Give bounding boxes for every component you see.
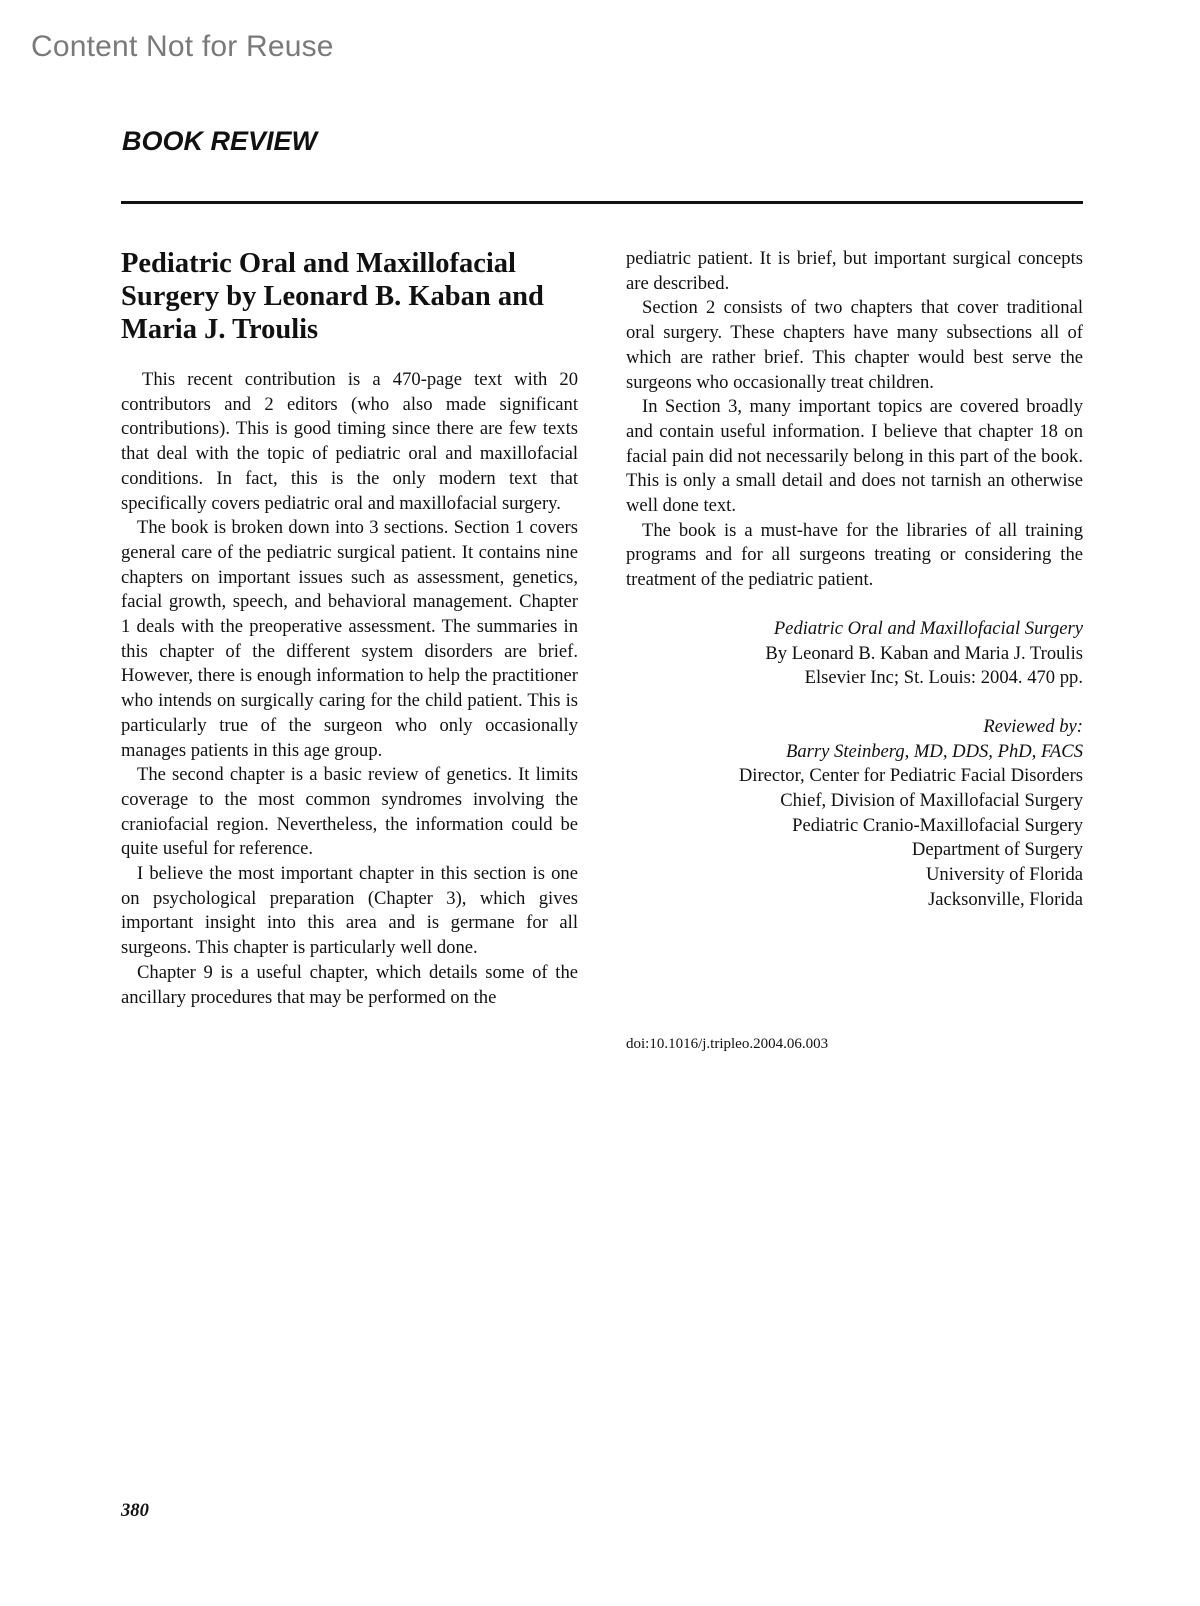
body-paragraph: This recent contribution is a 470-page text with 20 contributors and 2 editors (who also made significant contributions). This is good timing since there are few texts that deal with the topic of pediatric oral and maxillofacial conditions. In fact, this is the only modern text that specifically covers pediatric oral and maxillofacial surgery. [121, 369, 578, 514]
watermark: Content Not for Reuse [31, 30, 334, 63]
reviewer-block [626, 715, 1083, 913]
header-rule [121, 201, 1083, 204]
body-paragraph: Chapter 9 is a useful chapter, which details some of the ancillary procedures that may be performed on the [121, 961, 578, 1008]
section-label: BOOK REVIEW [122, 126, 318, 156]
page-number: 380 [121, 1500, 149, 1521]
reviewer-affiliation: Pediatric Cranio-Maxillofacial Surgery [792, 814, 1083, 836]
reviewer-name: Barry Steinberg, MD, DDS, PhD, FACS [786, 740, 1083, 762]
article-title: Pediatric Oral and Maxillofacial Surgery by Leonard B. Kaban and Maria J. Troulis [121, 248, 544, 345]
reviewer-affiliation: University of Florida [926, 864, 1083, 886]
body-paragraph: The second chapter is a basic review of genetics. It limits coverage to the most common syndromes involving the craniofacial region. Nevertheless, the information could be quite useful for reference. [121, 764, 578, 860]
citation-book-title: Pediatric Oral and Maxillofacial Surgery [773, 617, 1083, 639]
citation-publisher: Elsevier Inc; St. Louis: 2004. 470 pp. [804, 667, 1083, 689]
body-paragraph: Section 2 consists of two chapters that cover traditional oral surgery. These chapters have many subsections all of which are rather brief. This chapter would best serve the surgeons who occasionally treat children. [626, 297, 1083, 393]
reviewer-affiliation: Jacksonville, Florida [928, 888, 1083, 910]
reviewer-label: Reviewed by: [983, 715, 1083, 737]
book-citation [626, 617, 1083, 691]
reviewer-affiliation: Director, Center for Pediatric Facial Disorders [738, 765, 1083, 787]
body-paragraph: pediatric patient. It is brief, but important surgical concepts are described. [626, 248, 1083, 294]
right-column [626, 247, 1083, 913]
body-paragraph: I believe the most important chapter in this section is one on psychological preparation (Chapter 3), which gives important insight into this area and is germane for all surgeons. This chapter is particularly well done. [121, 863, 578, 959]
left-column [121, 247, 578, 1010]
body-paragraph: In Section 3, many important topics are covered broadly and contain useful information. I believe that chapter 18 on facial pain did not necessarily belong in this part of the book. This is only a small detail and does not tarnish an otherwise well done text. [626, 396, 1083, 517]
reviewer-affiliation: Department of Surgery [911, 839, 1083, 861]
body-paragraph: The book is broken down into 3 sections. Section 1 covers general care of the pediatric surgical patient. It contains nine chapters on important issues such as assessment, genetics, facial growth, speech, and behavioral management. Chapter 1 deals with the preoperative assessment. The summaries in this chapter of the different system disorders are brief. However, there is enough information to help the practitioner who intends on surgically caring for the child patient. This is particularly true of the surgeon who only occasionally manages patients in this age group. [121, 517, 578, 761]
reviewer-affiliation: Chief, Division of Maxillofacial Surgery [780, 790, 1083, 812]
doi: doi:10.1016/j.tripleo.2004.06.003 [626, 1036, 829, 1052]
citation-authors: By Leonard B. Kaban and Maria J. Troulis [765, 642, 1083, 664]
body-paragraph: The book is a must-have for the libraries of all training programs and for all surgeons treating or considering the treatment of the pediatric patient. [626, 519, 1083, 591]
